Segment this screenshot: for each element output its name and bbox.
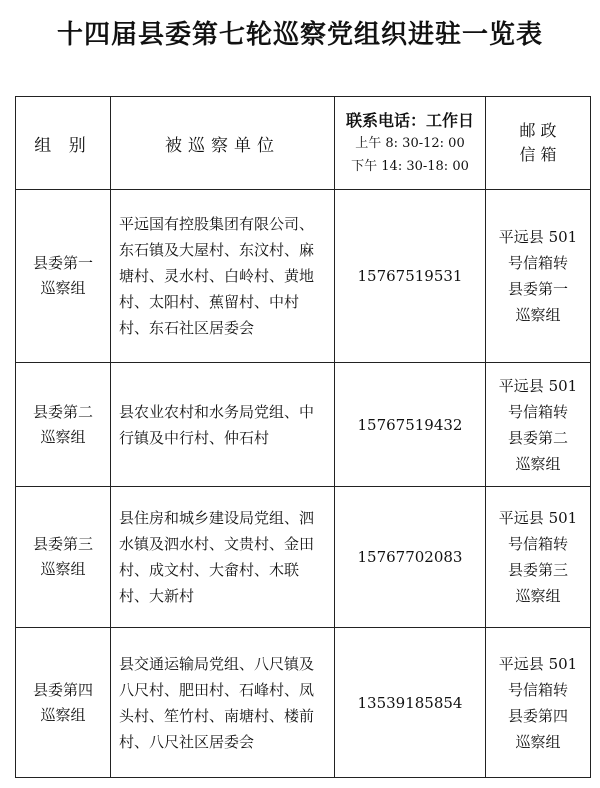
header-mailbox-line1: 邮 政 bbox=[519, 121, 557, 140]
header-phone-morning: 上午 8: 30-12: 00 bbox=[355, 135, 465, 151]
mailbox-cell: 平远县 501 号信箱转 县委第一 巡察组 bbox=[486, 190, 591, 363]
header-phone-afternoon: 下午 14: 30-18: 00 bbox=[351, 158, 469, 174]
mailbox-cell: 平远县 501 号信箱转 县委第三 巡察组 bbox=[486, 487, 591, 628]
group-cell: 县委第三 巡察组 bbox=[16, 487, 111, 628]
mailbox-cell: 平远县 501 号信箱转 县委第二 巡察组 bbox=[486, 363, 591, 487]
phone-cell: 13539185854 bbox=[335, 628, 486, 778]
group-cell: 县委第一 巡察组 bbox=[16, 190, 111, 363]
mailbox-cell: 平远县 501 号信箱转 县委第四 巡察组 bbox=[486, 628, 591, 778]
header-unit: 被巡察单位 bbox=[111, 97, 335, 190]
table-row bbox=[16, 628, 591, 778]
page-title: 十四届县委第七轮巡察党组织进驻一览表 bbox=[56, 20, 543, 50]
unit-cell: 县农业农村和水务局党组、中行镇及中行村、仲石村 bbox=[111, 363, 335, 487]
header-mailbox-line2: 信 箱 bbox=[519, 145, 557, 164]
unit-cell: 平远国有控股集团有限公司、东石镇及大屋村、东汶村、麻塘村、灵水村、白岭村、黄地村、太阳村、蕉留村、中村村、东石社区居委会 bbox=[111, 190, 335, 363]
unit-cell: 县住房和城乡建设局党组、泗水镇及泗水村、文贵村、金田村、成文村、大畲村、木联村、大新村 bbox=[111, 487, 335, 628]
header-phone-title: 联系电话：工作日 bbox=[345, 110, 474, 130]
table-row bbox=[16, 363, 591, 487]
header-phone bbox=[335, 97, 486, 190]
table-row bbox=[16, 487, 591, 628]
header-group: 组 别 bbox=[16, 97, 111, 190]
table-row bbox=[16, 190, 591, 363]
unit-cell: 县交通运输局党组、八尺镇及八尺村、肥田村、石峰村、凤头村、笙竹村、南塘村、楼前村、八尺社区居委会 bbox=[111, 628, 335, 778]
group-cell: 县委第二 巡察组 bbox=[16, 363, 111, 487]
table-header-row bbox=[16, 97, 591, 190]
phone-cell: 15767702083 bbox=[335, 487, 486, 628]
group-cell: 县委第四 巡察组 bbox=[16, 628, 111, 778]
header-mailbox bbox=[486, 97, 591, 190]
inspection-roster-table bbox=[15, 96, 591, 778]
phone-cell: 15767519531 bbox=[335, 190, 486, 363]
phone-cell: 15767519432 bbox=[335, 363, 486, 487]
